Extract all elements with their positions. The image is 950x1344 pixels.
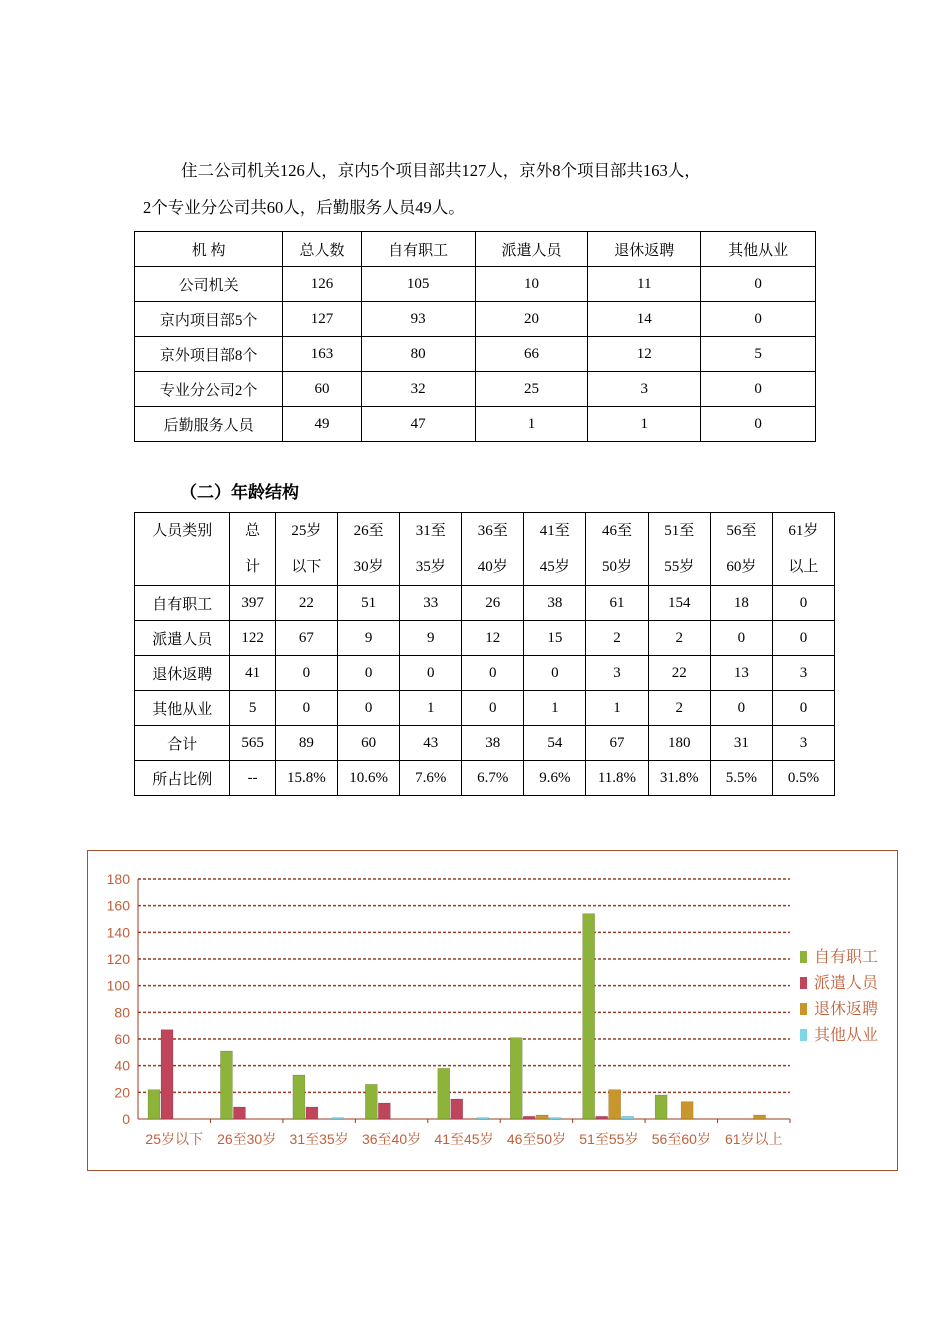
bar <box>378 1103 390 1119</box>
table-row <box>135 691 835 726</box>
header-line-top: 41至 <box>539 523 570 539</box>
table-cell: 1 <box>400 691 462 726</box>
age-table-header-cell <box>337 513 399 586</box>
table-cell: 0 <box>275 656 337 691</box>
table-cell: 9 <box>400 621 462 656</box>
table-cell: 自有职工 <box>135 586 230 621</box>
table-cell: 60 <box>283 372 361 407</box>
org-table-header-cell: 派遣人员 <box>475 232 588 267</box>
y-tick-label: 140 <box>106 924 130 941</box>
header-line-bottom: 50岁 <box>601 559 632 575</box>
table-cell: 3 <box>586 656 648 691</box>
table-cell: 0 <box>772 691 834 726</box>
legend-swatch <box>800 977 807 989</box>
legend-label: 其他从业 <box>814 1025 879 1044</box>
table-cell: 5 <box>701 337 816 372</box>
header-line-bottom: 40岁 <box>477 559 508 575</box>
table-cell: 20 <box>475 302 588 337</box>
bar <box>293 1075 305 1119</box>
bar <box>596 1116 608 1119</box>
header-line-top: 总 <box>245 523 261 539</box>
table-cell: 0 <box>337 691 399 726</box>
header-line-bottom: 以上 <box>788 559 819 575</box>
table-cell: 67 <box>275 621 337 656</box>
bar <box>609 1090 621 1119</box>
age-table-header-cell <box>135 513 230 586</box>
x-tick-label: 46至50岁 <box>506 1131 567 1147</box>
table-cell: 0 <box>701 302 816 337</box>
bar <box>233 1107 245 1119</box>
table-cell: 0 <box>337 656 399 691</box>
table-cell: 10 <box>475 267 588 302</box>
header-line-bottom: 35岁 <box>415 559 446 575</box>
table-cell: 0 <box>772 586 834 621</box>
table-row <box>135 337 816 372</box>
x-tick-label: 56至60岁 <box>651 1131 711 1147</box>
table-cell: 公司机关 <box>135 267 283 302</box>
org-table-header-cell: 自有职工 <box>361 232 475 267</box>
table-cell: 397 <box>230 586 275 621</box>
table-cell: 54 <box>524 726 586 761</box>
bar <box>306 1107 318 1119</box>
table-cell: 京内项目部5个 <box>135 302 283 337</box>
bar <box>510 1038 522 1119</box>
org-table-header-row <box>135 232 816 267</box>
header-line-top: 31至 <box>415 523 446 539</box>
age-table-header-cell <box>462 513 524 586</box>
table-row <box>135 372 816 407</box>
chart-svg <box>88 851 897 1170</box>
header-line-bottom: 以下 <box>291 559 322 575</box>
table-cell: 5 <box>230 691 275 726</box>
table-row <box>135 302 816 337</box>
header-line-bottom: 计 <box>245 559 261 575</box>
bar <box>161 1030 173 1119</box>
table-cell: 0 <box>772 621 834 656</box>
y-tick-label: 80 <box>114 1004 130 1021</box>
age-table-header-cell <box>275 513 337 586</box>
bar <box>536 1115 548 1119</box>
bar <box>438 1068 450 1119</box>
table-cell: 89 <box>275 726 337 761</box>
table-cell: 0 <box>701 372 816 407</box>
table-cell: 14 <box>588 302 701 337</box>
x-tick-label: 61岁以上 <box>724 1131 783 1147</box>
table-cell: 3 <box>588 372 701 407</box>
table-cell: 9.6% <box>524 761 586 796</box>
table-cell: 31.8% <box>648 761 710 796</box>
table-cell: 51 <box>337 586 399 621</box>
table-cell: 22 <box>275 586 337 621</box>
age-table-header-cell <box>230 513 275 586</box>
table-cell: 67 <box>586 726 648 761</box>
bar <box>365 1084 377 1119</box>
x-tick-label: 31至35岁 <box>289 1131 349 1147</box>
legend-label: 派遣人员 <box>814 973 879 992</box>
table-cell: 38 <box>462 726 524 761</box>
table-row <box>135 726 835 761</box>
table-cell: 1 <box>586 691 648 726</box>
table-cell: 31 <box>710 726 772 761</box>
age-section-title: （二）年龄结构 <box>180 483 299 503</box>
table-cell: 10.6% <box>337 761 399 796</box>
legend-label: 退休返聘 <box>814 999 879 1018</box>
table-cell: 565 <box>230 726 275 761</box>
age-table-header-row <box>135 513 835 586</box>
table-cell: 122 <box>230 621 275 656</box>
header-line-top: 26至 <box>353 523 384 539</box>
table-cell: 15 <box>524 621 586 656</box>
header-line-bottom: 55岁 <box>664 559 695 575</box>
y-tick-label: 20 <box>114 1084 130 1101</box>
table-cell: 0 <box>710 691 772 726</box>
x-tick-label: 25岁以下 <box>145 1131 204 1147</box>
table-cell: 2 <box>648 621 710 656</box>
table-cell: 0 <box>462 656 524 691</box>
org-table-header-cell: 其他从业 <box>701 232 816 267</box>
bar <box>451 1099 463 1119</box>
x-tick-label: 41至45岁 <box>434 1131 494 1147</box>
bar <box>583 914 595 1119</box>
intro-paragraph <box>143 152 843 226</box>
age-table-header-cell <box>772 513 834 586</box>
org-table-header-cell: 总人数 <box>283 232 361 267</box>
table-cell: 93 <box>361 302 475 337</box>
table-row <box>135 267 816 302</box>
age-bar-chart <box>87 850 898 1171</box>
table-cell: 180 <box>648 726 710 761</box>
table-row <box>135 761 835 796</box>
table-cell: 退休返聘 <box>135 656 230 691</box>
table-cell: 1 <box>475 407 588 442</box>
table-cell: 2 <box>648 691 710 726</box>
table-row <box>135 621 835 656</box>
table-cell: 6.7% <box>462 761 524 796</box>
table-cell: 3 <box>772 726 834 761</box>
table-cell: 0 <box>701 407 816 442</box>
age-table-header-cell <box>710 513 772 586</box>
age-table-header-cell <box>586 513 648 586</box>
table-cell: 9 <box>337 621 399 656</box>
legend-swatch <box>800 1003 807 1015</box>
y-tick-label: 120 <box>106 951 130 967</box>
table-cell: 0 <box>400 656 462 691</box>
table-cell: 66 <box>475 337 588 372</box>
age-table-header-cell <box>648 513 710 586</box>
table-cell: 0 <box>710 621 772 656</box>
table-cell: 其他从业 <box>135 691 230 726</box>
table-cell: 京外项目部8个 <box>135 337 283 372</box>
table-cell: 7.6% <box>400 761 462 796</box>
table-cell: 163 <box>283 337 361 372</box>
table-cell: 61 <box>586 586 648 621</box>
table-cell: 0 <box>524 656 586 691</box>
header-line-top: 46至 <box>601 523 632 539</box>
y-tick-label: 180 <box>106 871 130 887</box>
table-cell: 26 <box>462 586 524 621</box>
header-line-top: 51至 <box>664 523 695 539</box>
header-line-bottom: 45岁 <box>539 559 570 575</box>
y-tick-label: 100 <box>106 977 130 994</box>
table-cell: 11 <box>588 267 701 302</box>
table-cell: 0 <box>462 691 524 726</box>
org-table-header-cell: 机 构 <box>135 232 283 267</box>
table-cell: 38 <box>524 586 586 621</box>
bar <box>477 1118 489 1119</box>
table-cell: 合计 <box>135 726 230 761</box>
org-table <box>134 231 816 442</box>
table-cell: 18 <box>710 586 772 621</box>
y-tick-label: 40 <box>114 1057 130 1074</box>
bar <box>549 1118 561 1119</box>
bar <box>655 1095 667 1119</box>
bar <box>332 1118 344 1119</box>
table-cell: 专业分公司2个 <box>135 372 283 407</box>
intro-line-2: 2个专业分公司共60人，后勤服务人员49人。 <box>143 198 465 217</box>
bar <box>523 1116 535 1119</box>
table-cell: 1 <box>524 691 586 726</box>
table-cell: 12 <box>462 621 524 656</box>
x-tick-label: 26至30岁 <box>217 1131 277 1147</box>
table-cell: 11.8% <box>586 761 648 796</box>
y-tick-label: 160 <box>106 897 130 914</box>
header-line-bottom: 30岁 <box>353 559 384 575</box>
table-cell: 13 <box>710 656 772 691</box>
bar <box>220 1051 232 1119</box>
table-cell: 22 <box>648 656 710 691</box>
y-tick-label: 60 <box>114 1031 130 1047</box>
table-row <box>135 407 816 442</box>
table-cell: 32 <box>361 372 475 407</box>
table-cell: 后勤服务人员 <box>135 407 283 442</box>
table-cell: 1 <box>588 407 701 442</box>
legend-label: 自有职工 <box>814 947 879 966</box>
x-tick-label: 51至55岁 <box>579 1131 639 1147</box>
org-table-header-cell: 退休返聘 <box>588 232 701 267</box>
table-cell: 126 <box>283 267 361 302</box>
legend-swatch <box>800 1029 807 1041</box>
table-cell: 80 <box>361 337 475 372</box>
x-tick-label: 36至40岁 <box>361 1131 422 1147</box>
header-line-top: 61岁 <box>788 523 819 539</box>
bar <box>148 1090 160 1119</box>
bar <box>754 1115 766 1119</box>
table-cell: 12 <box>588 337 701 372</box>
table-cell: 3 <box>772 656 834 691</box>
table-row <box>135 656 835 691</box>
table-cell: 60 <box>337 726 399 761</box>
table-cell: 0.5% <box>772 761 834 796</box>
table-cell: 105 <box>361 267 475 302</box>
y-tick-label: 0 <box>122 1111 130 1127</box>
age-table <box>134 512 835 796</box>
table-cell: -- <box>230 761 275 796</box>
header-line-top: 56至 <box>726 523 757 539</box>
header-line-top: 25岁 <box>291 523 322 539</box>
table-cell: 41 <box>230 656 275 691</box>
age-table-header-cell <box>524 513 586 586</box>
table-cell: 5.5% <box>710 761 772 796</box>
legend-swatch <box>800 951 807 963</box>
table-cell: 0 <box>701 267 816 302</box>
table-cell: 43 <box>400 726 462 761</box>
table-cell: 所占比例 <box>135 761 230 796</box>
table-cell: 2 <box>586 621 648 656</box>
age-table-header-cell <box>400 513 462 586</box>
header-line-bottom: 60岁 <box>726 559 757 575</box>
table-cell: 154 <box>648 586 710 621</box>
bar <box>681 1102 693 1119</box>
table-cell: 25 <box>475 372 588 407</box>
table-row <box>135 586 835 621</box>
table-cell: 派遣人员 <box>135 621 230 656</box>
table-cell: 33 <box>400 586 462 621</box>
intro-line-1: 住二公司机关126人，京内5个项目部共127人，京外8个项目部共163人， <box>181 161 701 180</box>
table-cell: 49 <box>283 407 361 442</box>
table-cell: 0 <box>275 691 337 726</box>
table-cell: 47 <box>361 407 475 442</box>
table-cell: 127 <box>283 302 361 337</box>
bar <box>622 1116 634 1119</box>
table-cell: 15.8% <box>275 761 337 796</box>
header-line-top: 36至 <box>477 523 508 539</box>
header-line-top: 人员类别 <box>152 523 213 539</box>
